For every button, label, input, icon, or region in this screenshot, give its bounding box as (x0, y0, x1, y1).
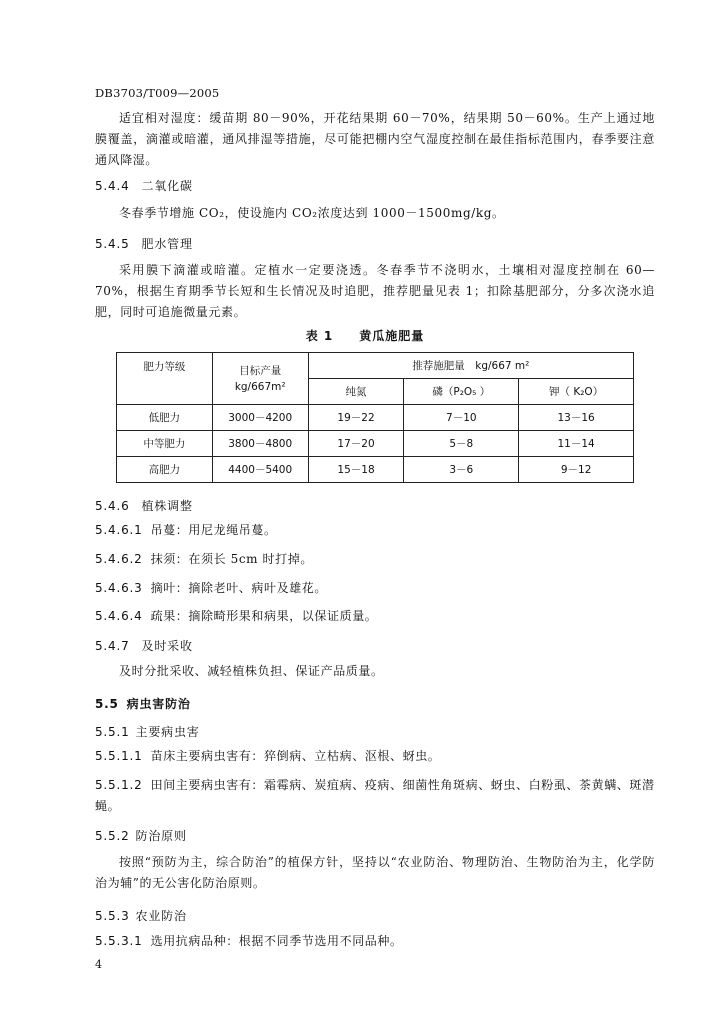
subheader-potassium: 钾（ K₂O） (519, 379, 634, 405)
cell-yield: 3800－4800 (212, 431, 308, 457)
item-number: 5.5.1.1 (95, 749, 143, 763)
section-number: 5.5 (95, 697, 119, 711)
header-grade: 肥力等级 (117, 353, 213, 405)
co2-paragraph: 冬春季节增施 CO₂，使设施内 CO₂浓度达到 1000－1500mg/kg。 (119, 206, 505, 220)
section-5-5-heading (95, 695, 655, 712)
section-title: 肥水管理 (141, 237, 193, 251)
cell-phosphorus: 5－8 (404, 431, 519, 457)
item-text: 摘叶：摘除老叶、病叶及雄花。 (150, 581, 327, 595)
section-5-4-5-heading (95, 235, 655, 252)
section-5-5-3-heading (95, 907, 655, 924)
section-number: 5.4.4 (95, 179, 130, 193)
cell-nitrogen: 17－20 (308, 431, 404, 457)
item-text: 抹须：在须长 5cm 时打掉。 (150, 552, 313, 566)
cell-grade: 低肥力 (117, 405, 213, 431)
item-5-5-1-1 (95, 746, 655, 767)
header-yield-line2: kg/667m² (234, 380, 286, 393)
item-5-4-6-1 (95, 520, 655, 541)
item-number: 5.4.6.1 (95, 523, 143, 537)
header-yield-line1: 目标产量 (239, 364, 282, 377)
page-number: 4 (95, 958, 102, 971)
table-header-row (117, 353, 634, 379)
standard-code-header: DB3703/T009—2005 (95, 86, 220, 100)
table-caption (95, 327, 635, 344)
section-5-4-4-heading (95, 177, 655, 194)
cell-grade: 高肥力 (117, 457, 213, 483)
item-5-5-1-2 (95, 775, 655, 817)
section-number: 5.5.3 (95, 909, 130, 923)
section-title: 主要病虫害 (135, 725, 200, 739)
section-title: 病虫害防治 (126, 697, 191, 711)
table-row (117, 405, 634, 431)
section-number: 5.4.5 (95, 237, 130, 251)
item-number: 5.5.3.1 (95, 934, 143, 948)
table-row (117, 457, 634, 483)
section-5-5-2-heading (95, 827, 655, 844)
section-number: 5.5.1 (95, 725, 130, 739)
cell-potassium: 13－16 (519, 405, 634, 431)
header-yield (212, 353, 308, 405)
fertilizer-table (116, 352, 634, 483)
section-title: 植株调整 (141, 499, 193, 513)
humidity-paragraph: 适宜相对湿度：缓苗期 80－90%，开花结果期 60－70%，结果期 50－60%。生产上通过地膜覆盖，滴灌或暗灌，通风排湿等措施，尽可能把棚内空气湿度控制在最佳指标范围内，春季要注意通风降湿。 (95, 111, 655, 167)
section-title: 防治原则 (135, 829, 187, 843)
section-5-4-6-heading (95, 497, 655, 514)
table-row (117, 431, 634, 457)
harvest-paragraph: 及时分批采收、减轻植株负担、保证产品质量。 (119, 664, 384, 678)
item-text: 疏果：摘除畸形果和病果，以保证质量。 (150, 609, 378, 623)
section-title: 及时采收 (141, 639, 193, 653)
cell-grade: 中等肥力 (117, 431, 213, 457)
table-caption-title: 黄瓜施肥量 (359, 329, 425, 343)
item-text: 选用抗病品种：根据不同季节选用不同品种。 (150, 934, 403, 948)
item-5-4-6-2 (95, 549, 655, 570)
item-5-5-3-1 (95, 931, 655, 952)
cell-potassium: 9－12 (519, 457, 634, 483)
section-5-4-7-heading (95, 637, 655, 654)
subheader-nitrogen: 纯氮 (308, 379, 404, 405)
cell-potassium: 11－14 (519, 431, 634, 457)
section-number: 5.4.7 (95, 639, 130, 653)
item-number: 5.4.6.2 (95, 552, 143, 566)
item-text: 吊蔓：用尼龙绳吊蔓。 (150, 523, 277, 537)
cell-yield: 4400－5400 (212, 457, 308, 483)
table-caption-label: 表 1 (305, 329, 334, 343)
item-number: 5.4.6.3 (95, 581, 143, 595)
cell-nitrogen: 15－18 (308, 457, 404, 483)
section-number: 5.5.2 (95, 829, 130, 843)
item-text: 田间主要病虫害有：霜霉病、炭疽病、疫病、细菌性角斑病、蚜虫、白粉虱、茶黄螨、斑潜蝇。 (95, 778, 655, 813)
principle-paragraph: 按照“预防为主，综合防治”的植保方针，坚持以“农业防治、物理防治、生物防治为主，化学防治为辅”的无公害化防治原则。 (95, 855, 655, 890)
header-recommend: 推荐施肥量 kg/667 m² (308, 353, 633, 379)
fertilizer-paragraph: 采用膜下滴灌或暗灌。定植水一定要浇透。冬春季节不浇明水，土壤相对湿度控制在 60—70%，根据生育期季节长短和生长情况及时追肥，推荐肥量见表 1；扣除基肥部分，分多次浇水追肥，同时可追施微量元素。 (95, 263, 655, 319)
section-number: 5.4.6 (95, 499, 130, 513)
item-number: 5.4.6.4 (95, 609, 143, 623)
section-title: 农业防治 (135, 909, 187, 923)
cell-yield: 3000－4200 (212, 405, 308, 431)
cell-phosphorus: 7－10 (404, 405, 519, 431)
cell-nitrogen: 19－22 (308, 405, 404, 431)
subheader-phosphorus: 磷（P₂O₅ ） (404, 379, 519, 405)
section-5-5-1-heading (95, 723, 655, 740)
item-number: 5.5.1.2 (95, 778, 143, 792)
section-title: 二氧化碳 (141, 179, 193, 193)
item-5-4-6-4 (95, 606, 655, 627)
item-text: 苗床主要病虫害有：猝倒病、立枯病、沤根、蚜虫。 (150, 749, 441, 763)
item-5-4-6-3 (95, 578, 655, 599)
cell-phosphorus: 3－6 (404, 457, 519, 483)
